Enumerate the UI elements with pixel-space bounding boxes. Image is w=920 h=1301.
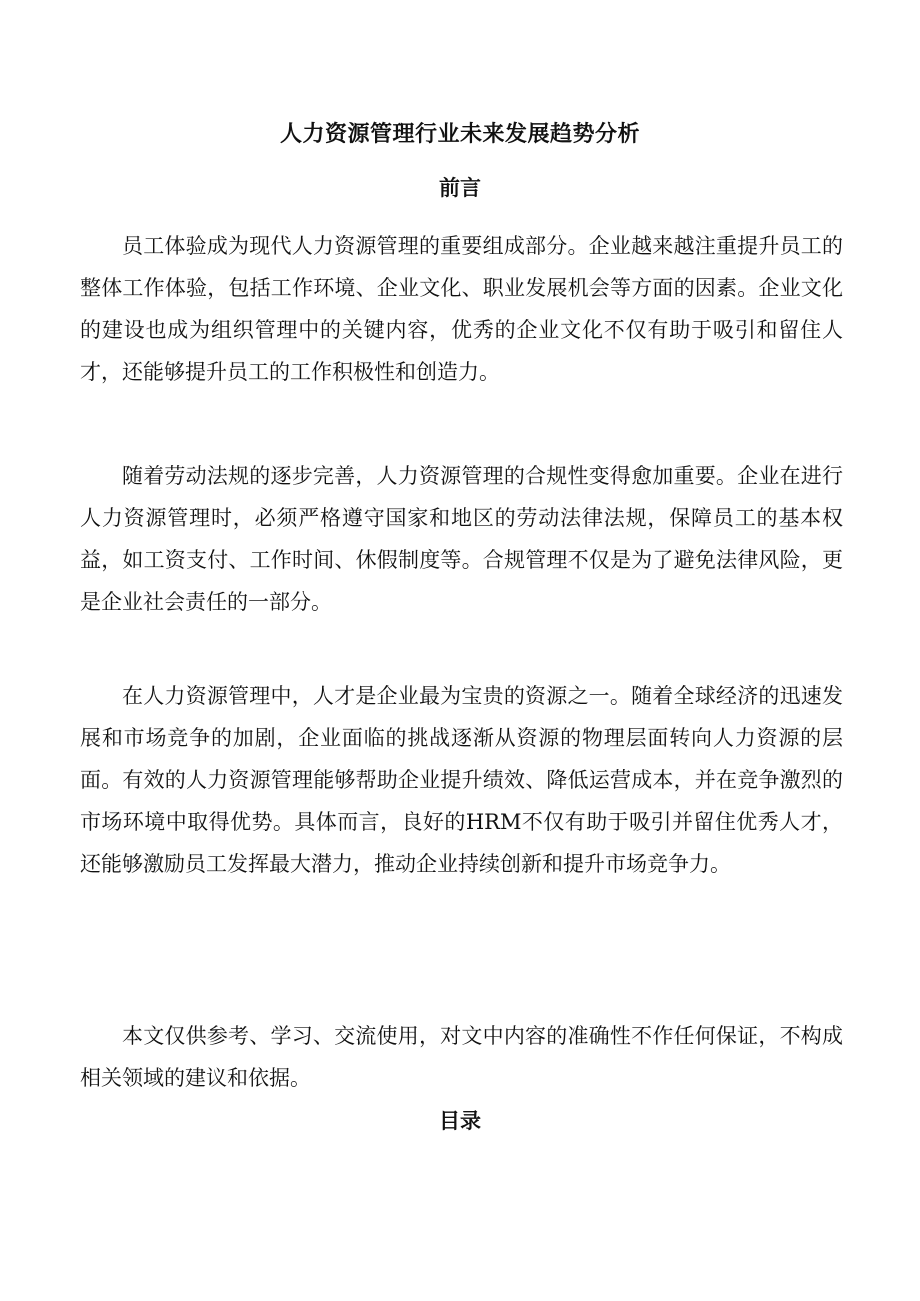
preface-heading: 前言 <box>439 176 481 200</box>
paragraph-talent: 在人力资源管理中，人才是企业最为宝贵的资源之一。随着全球经济的迅速发展和市场竞争的加剧，企业面临的挑战逐渐从资源的物理层面转向人力资源的层面。有效的人力资源管理能够帮助企业提升绩效、降低运营成本，并在竞争激烈的市场环境中取得优势。具体而言，良好的HRM不仅有助于吸引并留住优秀人才，还能够激励员工发挥最大潜力，推动企业持续创新和提升市场竞争力。 <box>80 684 843 876</box>
paragraph-disclaimer: 本文仅供参考、学习、交流使用，对文中内容的准确性不作任何保证，不构成相关领域的建议和依据。 <box>80 1024 843 1090</box>
document-title: 人力资源管理行业未来发展趋势分析 <box>279 122 640 147</box>
paragraph-compliance: 随着劳动法规的逐步完善，人力资源管理的合规性变得愈加重要。企业在进行人力资源管理时，必须严格遵守国家和地区的劳动法律法规，保障员工的基本权益，如工资支付、工作时间、休假制度等。合规管理不仅是为了避免法律风险，更是企业社会责任的一部分。 <box>80 464 843 614</box>
paragraph-employee-experience: 员工体验成为现代人力资源管理的重要组成部分。企业越来越注重提升员工的整体工作体验，包括工作环境、企业文化、职业发展机会等方面的因素。企业文化的建设也成为组织管理中的关键内容，优秀的企业文化不仅有助于吸引和留住人才，还能够提升员工的工作积极性和创造力。 <box>80 234 843 384</box>
toc-heading: 目录 <box>439 1109 481 1133</box>
